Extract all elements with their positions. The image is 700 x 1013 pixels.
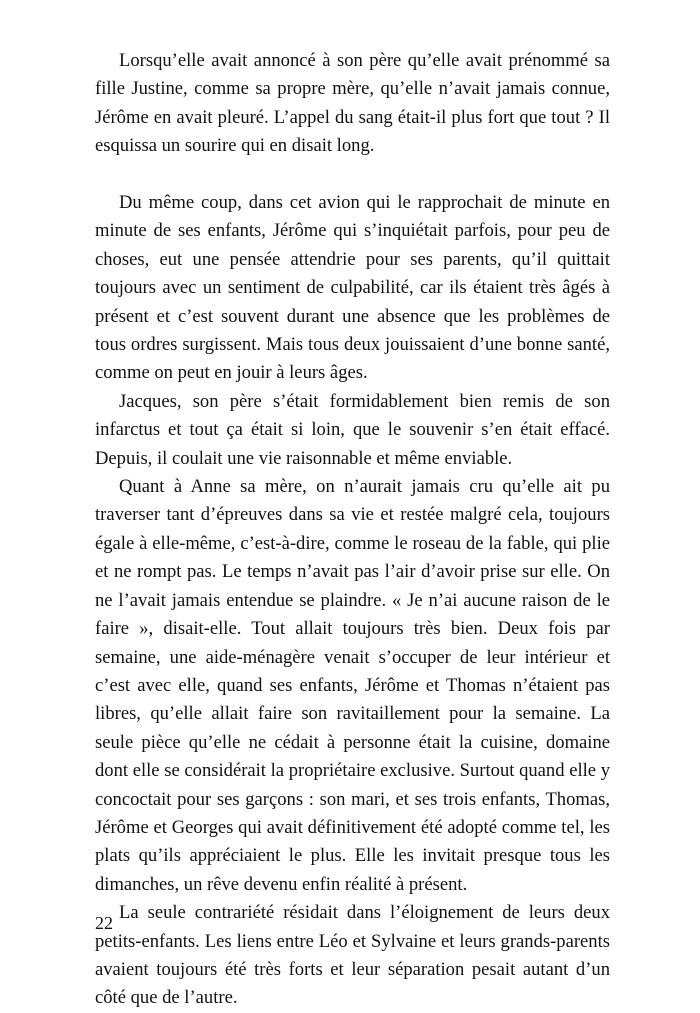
- paragraph-3: Jacques, son père s’était formidablement bien remis de son infarctus et tout ça était si loin, que le souvenir s’en était effacé. Depuis, il coulait une vie raisonnable et même enviable.: [95, 390, 610, 469]
- paragraph-4: Quant à Anne sa mère, on n’aurait jamais cru qu’elle ait pu traverser tant d’épreuves dans sa vie et restée malgré cela, toujours égale à elle-même, c’est-à-dire, comme le roseau de la fable, qui plie et ne rompt pas. Le temps n’avait pas l’air d’avoir prise sur elle. On ne l’avait jamais entendue se plaindre. « Je n’ai aucune raison de le faire », disait-elle. Tout allait toujours très bien. Deux fois par semaine, une aide-ménagère venait s’occuper de leur intérieur et c’est avec elle, quand ses enfants, Jérôme et Thomas n’étaient pas libres, qu’elle allait faire son ravitaillement pour la semaine. La seule pièce qu’elle ne cédait à personne était la cuisine, domaine dont elle se considérait la propriétaire exclusive. Surtout quand elle y concoctait pour ses garçons : son mari, et ses trois enfants, Thomas, Jérôme et Georges qui avait définitivement été adopté comme tel, les plats qu’ils appréciaient le plus. Elle les invitait presque tous les dimanches, un rêve devenu enfin réalité à présent.: [95, 476, 610, 895]
- paragraph-1: Lorsqu’elle avait annoncé à son père qu’elle avait prénommé sa fille Justine, comme sa propre mère, qu’elle n’avait jamais connue, Jérôme en avait pleuré. L’appel du sang était-il plus fort que tout ? Il esquissa un sourire qui en disait long.: [95, 50, 610, 157]
- text-block: [95, 47, 610, 1013]
- paragraph-5: La seule contrariété résidait dans l’éloignement de leurs deux petits-enfants. Les liens entre Léo et Sylvaine et leurs grands-parents avaient toujours été très forts et leur séparation pesait autant d’un côté que de l’autre.: [95, 902, 610, 1009]
- paragraph-2: Du même coup, dans cet avion qui le rapprochait de minute en minute de ses enfants, Jérôme qui s’inquiétait parfois, pour peu de choses, eut une pensée attendrie pour ses parents, qu’il quittait toujours avec un sentiment de culpabilité, car ils étaient très âgés à présent et c’est souvent durant une absence que les problèmes de tous ordres surgissent. Mais tous deux jouissaient d’une bonne santé, comme on peut en jouir à leurs âges.: [95, 192, 610, 384]
- page-body: [95, 47, 610, 1013]
- page-number: 22: [95, 913, 113, 933]
